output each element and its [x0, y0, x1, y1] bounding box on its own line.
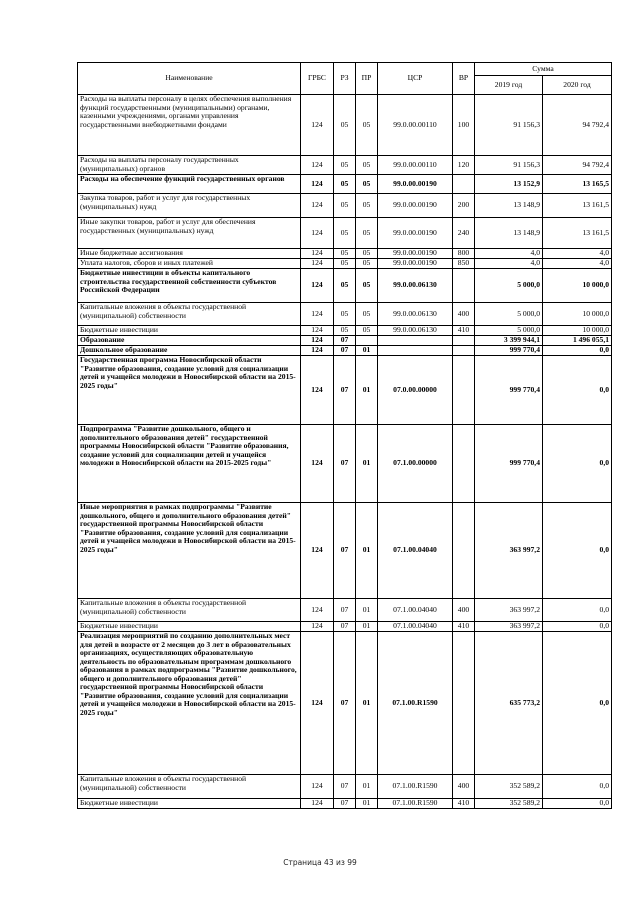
cell-name: Дошкольное образование: [78, 346, 301, 356]
cell-vr: 800: [453, 249, 475, 259]
cell-pr: 01: [356, 622, 378, 632]
cell-v2019: 352 589,2: [475, 775, 543, 799]
table-row: [78, 775, 612, 799]
cell-v2020: 0,0: [543, 622, 612, 632]
cell-pr: 01: [356, 346, 378, 356]
cell-rz: 05: [334, 303, 356, 326]
cell-v2020: 0,0: [543, 775, 612, 799]
cell-vr: 200: [453, 194, 475, 218]
cell-csr: 07.1.00.R1590: [378, 632, 453, 775]
cell-v2019: 13 148,9: [475, 218, 543, 249]
cell-csr: 07.1.00.R1590: [378, 775, 453, 799]
cell-csr: 07.1.00.00000: [378, 425, 453, 503]
cell-name: Иные бюджетные ассигнования: [78, 249, 301, 259]
cell-pr: [356, 336, 378, 346]
cell-name: Иные закупки товаров, работ и услуг для обеспечения государственных (муниципальных) нужд: [78, 218, 301, 249]
cell-rz: 05: [334, 326, 356, 336]
cell-name: Иные мероприятия в рамках подпрограммы "Развитие дошкольного, общего и дополнительного образования детей" государственной программы Новосибирской области "Развитие образования, создание условий для социализации детей и учащейся молодежи в Новосибирской области на 2015-2025 годы": [78, 503, 301, 599]
cell-v2019: 4,0: [475, 259, 543, 269]
cell-grbs: 124: [301, 356, 334, 425]
cell-pr: 01: [356, 425, 378, 503]
cell-v2019: 13 148,9: [475, 194, 543, 218]
cell-v2020: 4,0: [543, 259, 612, 269]
cell-name: Капитальные вложения в объекты государственной (муниципальной) собственности: [78, 303, 301, 326]
cell-rz: 05: [334, 175, 356, 194]
cell-pr: 05: [356, 326, 378, 336]
cell-v2019: 352 589,2: [475, 799, 543, 809]
cell-grbs: 124: [301, 326, 334, 336]
table-row: [78, 356, 612, 425]
table-row: [78, 622, 612, 632]
cell-grbs: 124: [301, 425, 334, 503]
cell-v2020: 1 496 055,1: [543, 336, 612, 346]
header-sum: Сумма: [475, 63, 612, 76]
cell-v2019: 5 000,0: [475, 269, 543, 303]
cell-grbs: 124: [301, 346, 334, 356]
budget-table: [77, 62, 612, 809]
cell-v2019: 999 770,4: [475, 356, 543, 425]
cell-name: Уплата налогов, сборов и иных платежей: [78, 259, 301, 269]
cell-csr: [378, 336, 453, 346]
table-row: [78, 326, 612, 336]
cell-vr: [453, 503, 475, 599]
cell-csr: 99.0.00.00190: [378, 218, 453, 249]
header-year-2020: 2020 год: [543, 76, 612, 95]
cell-v2019: 999 770,4: [475, 425, 543, 503]
cell-csr: 07.1.00.R1590: [378, 799, 453, 809]
cell-csr: 07.1.00.04040: [378, 622, 453, 632]
cell-vr: 400: [453, 303, 475, 326]
table-row: [78, 249, 612, 259]
cell-csr: 99.0.00.06130: [378, 326, 453, 336]
cell-grbs: 124: [301, 303, 334, 326]
cell-v2020: 0,0: [543, 632, 612, 775]
cell-grbs: 124: [301, 622, 334, 632]
table-row: [78, 194, 612, 218]
table-row: [78, 259, 612, 269]
cell-pr: 05: [356, 156, 378, 175]
cell-v2020: 0,0: [543, 356, 612, 425]
cell-name: Закупка товаров, работ и услуг для государственных (муниципальных) нужд: [78, 194, 301, 218]
cell-vr: 410: [453, 799, 475, 809]
cell-vr: 100: [453, 95, 475, 156]
table-body: [78, 95, 612, 809]
cell-grbs: 124: [301, 156, 334, 175]
cell-v2020: 10 000,0: [543, 303, 612, 326]
cell-grbs: 124: [301, 775, 334, 799]
cell-vr: [453, 346, 475, 356]
header-name: Наименование: [78, 63, 301, 95]
header-csr: ЦСР: [378, 63, 453, 95]
cell-grbs: 124: [301, 249, 334, 259]
cell-rz: 07: [334, 622, 356, 632]
table-row: [78, 95, 612, 156]
cell-csr: 99.0.00.00190: [378, 194, 453, 218]
cell-grbs: 124: [301, 799, 334, 809]
table-row: [78, 425, 612, 503]
cell-v2020: 0,0: [543, 503, 612, 599]
cell-vr: [453, 175, 475, 194]
table-row: [78, 336, 612, 346]
cell-pr: 05: [356, 249, 378, 259]
cell-vr: 400: [453, 775, 475, 799]
cell-vr: [453, 336, 475, 346]
cell-name: Реализация мероприятий по созданию дополнительных мест для детей в возрасте от 2 месяцев до 3 лет в образовательных организациях, осуществляющих образовательную деятельность по образовательным программам дошкольного образования в рамках подпрограммы "Развитие дошкольного, общего и дополнительного образования детей" государственной программы Новосибирской области "Развитие образования, создание условий для социализации детей и учащейся молодежи в Новосибирской области на 2015-2025 годы": [78, 632, 301, 775]
cell-vr: 410: [453, 326, 475, 336]
cell-v2020: 13 161,5: [543, 194, 612, 218]
cell-vr: [453, 356, 475, 425]
cell-name: Государственная программа Новосибирской области "Развитие образования, создание условий для социализации детей и учащейся молодежи в Новосибирской области на 2015-2025 годы": [78, 356, 301, 425]
table-row: [78, 599, 612, 622]
cell-pr: 01: [356, 632, 378, 775]
cell-v2020: 13 161,5: [543, 218, 612, 249]
header-grbs: ГРБС: [301, 63, 334, 95]
cell-csr: 99.0.00.00190: [378, 175, 453, 194]
cell-pr: 01: [356, 799, 378, 809]
cell-pr: 05: [356, 303, 378, 326]
table-row: [78, 503, 612, 599]
cell-csr: 99.0.00.00110: [378, 156, 453, 175]
cell-rz: 05: [334, 95, 356, 156]
cell-rz: 05: [334, 249, 356, 259]
cell-grbs: 124: [301, 503, 334, 599]
cell-v2019: 635 773,2: [475, 632, 543, 775]
cell-pr: 05: [356, 175, 378, 194]
cell-csr: 99.0.00.00110: [378, 95, 453, 156]
cell-v2020: 0,0: [543, 599, 612, 622]
cell-v2020: 94 792,4: [543, 95, 612, 156]
cell-v2020: 10 000,0: [543, 269, 612, 303]
cell-rz: 05: [334, 259, 356, 269]
table-row: [78, 632, 612, 775]
cell-rz: 07: [334, 346, 356, 356]
table-row: [78, 218, 612, 249]
cell-name: Образование: [78, 336, 301, 346]
cell-vr: 240: [453, 218, 475, 249]
cell-pr: 01: [356, 503, 378, 599]
table-row: [78, 156, 612, 175]
cell-v2019: 3 399 944,1: [475, 336, 543, 346]
cell-csr: 07.0.00.00000: [378, 356, 453, 425]
header-year-2019: 2019 год: [475, 76, 543, 95]
cell-csr: 07.1.00.04040: [378, 503, 453, 599]
cell-v2020: 0,0: [543, 346, 612, 356]
cell-v2019: 91 156,3: [475, 95, 543, 156]
header-vr: ВР: [453, 63, 475, 95]
cell-pr: 05: [356, 218, 378, 249]
cell-grbs: 124: [301, 259, 334, 269]
cell-grbs: 124: [301, 269, 334, 303]
cell-v2019: 363 997,2: [475, 622, 543, 632]
cell-rz: 07: [334, 599, 356, 622]
cell-v2019: 5 000,0: [475, 326, 543, 336]
cell-name: Капитальные вложения в объекты государственной (муниципальной) собственности: [78, 775, 301, 799]
header-row-top: [78, 63, 612, 76]
cell-grbs: 124: [301, 194, 334, 218]
cell-vr: 400: [453, 599, 475, 622]
cell-vr: 410: [453, 622, 475, 632]
cell-csr: 99.0.00.00190: [378, 249, 453, 259]
cell-csr: 07.1.00.04040: [378, 599, 453, 622]
cell-rz: 07: [334, 356, 356, 425]
cell-rz: 07: [334, 503, 356, 599]
cell-name: Бюджетные инвестиции: [78, 622, 301, 632]
cell-vr: [453, 269, 475, 303]
cell-rz: 05: [334, 194, 356, 218]
cell-v2019: 5 000,0: [475, 303, 543, 326]
cell-grbs: 124: [301, 175, 334, 194]
cell-vr: [453, 425, 475, 503]
cell-rz: 05: [334, 269, 356, 303]
cell-pr: 01: [356, 775, 378, 799]
cell-name: Подпрограмма "Развитие дошкольного, общего и дополнительного образования детей" государственной программы Новосибирской области "Развитие образования, создание условий для социализации детей и учащейся молодежи в Новосибирской области на 2015-2025 годы": [78, 425, 301, 503]
cell-rz: 07: [334, 632, 356, 775]
cell-vr: [453, 632, 475, 775]
cell-v2020: 0,0: [543, 425, 612, 503]
cell-grbs: 124: [301, 599, 334, 622]
cell-name: Расходы на выплаты персоналу государственных (муниципальных) органов: [78, 156, 301, 175]
table-row: [78, 269, 612, 303]
cell-grbs: 124: [301, 95, 334, 156]
cell-csr: 99.0.00.00190: [378, 259, 453, 269]
cell-vr: 120: [453, 156, 475, 175]
page-number: Страница 43 из 99: [283, 858, 357, 867]
cell-name: Бюджетные инвестиции: [78, 326, 301, 336]
cell-rz: 07: [334, 336, 356, 346]
cell-pr: 05: [356, 194, 378, 218]
table-row: [78, 303, 612, 326]
cell-name: Бюджетные инвестиции в объекты капитального строительства государственной собственности субъектов Российской Федерации: [78, 269, 301, 303]
cell-pr: 01: [356, 599, 378, 622]
cell-pr: 01: [356, 356, 378, 425]
header-rz: РЗ: [334, 63, 356, 95]
cell-grbs: 124: [301, 336, 334, 346]
cell-v2019: 91 156,3: [475, 156, 543, 175]
cell-v2019: 363 997,2: [475, 503, 543, 599]
cell-csr: 99.0.00.06130: [378, 303, 453, 326]
cell-v2019: 13 152,9: [475, 175, 543, 194]
cell-rz: 07: [334, 425, 356, 503]
cell-v2020: 10 000,0: [543, 326, 612, 336]
cell-name: Капитальные вложения в объекты государственной (муниципальной) собственности: [78, 599, 301, 622]
cell-v2020: 94 792,4: [543, 156, 612, 175]
cell-csr: 99.0.00.06130: [378, 269, 453, 303]
header-pr: ПР: [356, 63, 378, 95]
cell-pr: 05: [356, 259, 378, 269]
cell-csr: [378, 346, 453, 356]
cell-rz: 07: [334, 775, 356, 799]
cell-grbs: 124: [301, 632, 334, 775]
cell-v2020: 0,0: [543, 799, 612, 809]
table-row: [78, 175, 612, 194]
cell-name: Расходы на обеспечение функций государственных органов: [78, 175, 301, 194]
cell-rz: 05: [334, 156, 356, 175]
cell-name: Расходы на выплаты персоналу в целях обеспечения выполнения функций государственными (муниципальными) органами, казенными учреждениями, органами управления государственными внебюджетными фондами: [78, 95, 301, 156]
cell-v2020: 4,0: [543, 249, 612, 259]
cell-v2019: 363 997,2: [475, 599, 543, 622]
table-row: [78, 346, 612, 356]
cell-v2020: 13 165,5: [543, 175, 612, 194]
cell-rz: 07: [334, 799, 356, 809]
cell-pr: 05: [356, 95, 378, 156]
cell-v2019: 999 770,4: [475, 346, 543, 356]
cell-rz: 05: [334, 218, 356, 249]
cell-grbs: 124: [301, 218, 334, 249]
cell-v2019: 4,0: [475, 249, 543, 259]
cell-pr: 05: [356, 269, 378, 303]
cell-vr: 850: [453, 259, 475, 269]
cell-name: Бюджетные инвестиции: [78, 799, 301, 809]
table-row: [78, 799, 612, 809]
